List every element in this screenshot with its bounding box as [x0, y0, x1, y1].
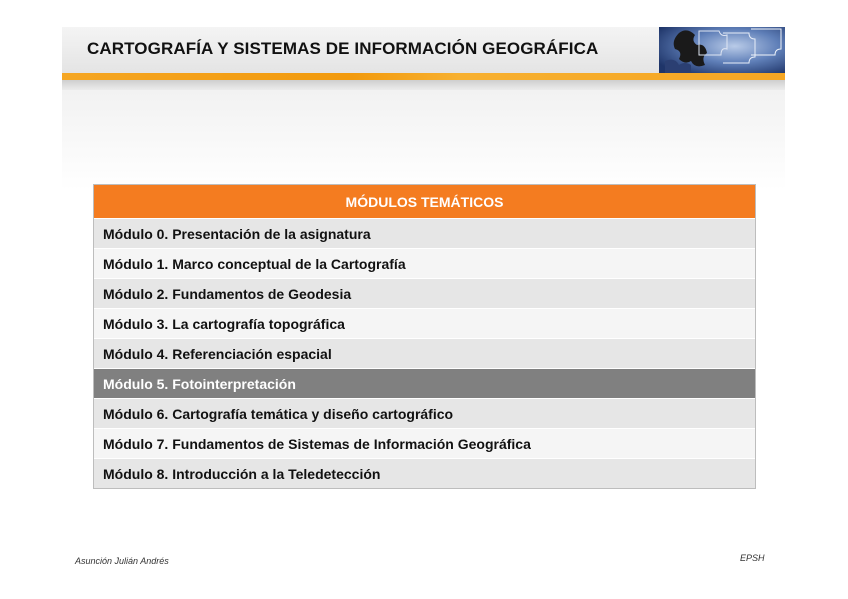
stripe-shadow — [62, 80, 785, 90]
table-header: MÓDULOS TEMÁTICOS — [94, 185, 755, 218]
footer-author: Asunción Julián Andrés — [75, 556, 169, 566]
grey-band — [62, 90, 785, 190]
modules-table — [93, 184, 756, 489]
module-row-0[interactable]: Módulo 0. Presentación de la asignatura — [94, 218, 755, 248]
module-row-5[interactable]: Módulo 5. Fotointerpretación — [94, 368, 755, 398]
module-row-2[interactable]: Módulo 2. Fundamentos de Geodesia — [94, 278, 755, 308]
module-row-6[interactable]: Módulo 6. Cartografía temática y diseño cartográfico — [94, 398, 755, 428]
module-row-8[interactable]: Módulo 8. Introducción a la Teledetección — [94, 458, 755, 488]
slide-title: CARTOGRAFÍA Y SISTEMAS DE INFORMACIÓN GEOGRÁFICA — [87, 39, 599, 58]
orange-stripe — [62, 73, 785, 80]
module-row-4[interactable]: Módulo 4. Referenciación espacial — [94, 338, 755, 368]
module-row-1[interactable]: Módulo 1. Marco conceptual de la Cartografía — [94, 248, 755, 278]
module-row-7[interactable]: Módulo 7. Fundamentos de Sistemas de Información Geográfica — [94, 428, 755, 458]
module-row-3[interactable]: Módulo 3. La cartografía topográfica — [94, 308, 755, 338]
puzzle-globe-icon — [659, 27, 785, 75]
footer-institution: EPSH — [740, 553, 765, 563]
